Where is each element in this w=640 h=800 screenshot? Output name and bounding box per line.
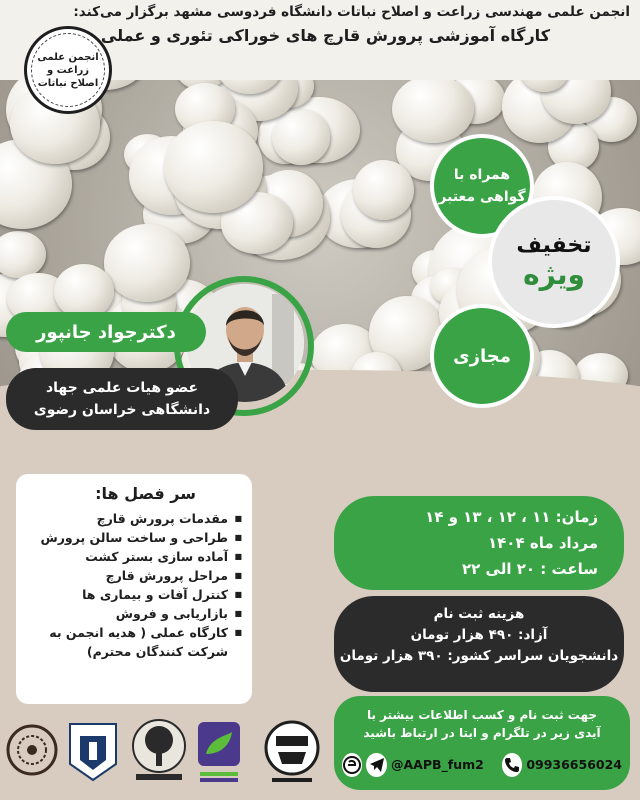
- syllabus-list: [28, 509, 242, 661]
- logo-line-3: اصلاح نباتات: [37, 77, 99, 89]
- organizer-line: انجمن علمی مهندسی زراعت و اصلاح نباتات دانشگاه فردوسی مشهد برگزار می‌کند:: [73, 4, 630, 20]
- jahad-logo: [262, 716, 322, 790]
- virtual-label: مجازی: [453, 345, 511, 367]
- mushroom-cap: [353, 160, 415, 221]
- fee-title: هزینه ثبت نام: [433, 606, 525, 622]
- certificate-line-2: گواهی معتبر: [438, 189, 526, 205]
- mushroom-cap: [54, 264, 114, 319]
- mushroom-cap: [392, 75, 474, 143]
- virtual-badge: [430, 304, 534, 408]
- speaker-role-line-1: عضو هیات علمی جهاد: [45, 380, 199, 396]
- syllabus-item: ■ آماده سازی بستر کشت: [28, 547, 242, 566]
- contact-box: [334, 696, 630, 790]
- eitaa-icon[interactable]: [342, 753, 362, 777]
- mushroom-cap: [104, 224, 190, 302]
- phone-icon[interactable]: [502, 753, 522, 777]
- syllabus-item: ■ کارگاه عملی ( هدیه انجمن به شرکت کنندگان محترم): [28, 623, 242, 661]
- certificate-line-1: همراه با: [453, 167, 511, 183]
- association-logo: [24, 26, 112, 114]
- workshop-title: کارگاه آموزشی پرورش قارچ های خوراکی تئوری و عملی: [100, 26, 550, 45]
- discount-badge: [488, 196, 620, 328]
- syllabus-box: [16, 474, 252, 704]
- schedule-box: [334, 496, 624, 590]
- logo-line-2: زراعت و: [46, 64, 90, 76]
- speaker-role: [6, 368, 238, 430]
- schedule-month: مرداد ماه ۱۴۰۴: [488, 534, 598, 552]
- mushroom-cap: [0, 231, 46, 278]
- speaker-role-line-2: دانشگاهی خراسان رضوی: [33, 402, 211, 418]
- fee-box: [334, 596, 624, 692]
- tree-logo: [130, 716, 188, 786]
- discount-line-2: ویژه: [523, 258, 585, 291]
- syllabus-item: ■ طراحی و ساخت سالن پرورش: [28, 528, 242, 547]
- contact-handle[interactable]: @AAPB_fum2: [390, 757, 484, 772]
- discount-line-1: تخفیف: [516, 233, 592, 258]
- book-leaf-logo: [196, 720, 242, 786]
- syllabus-item: ■ مقدمات پرورش قارچ: [28, 509, 242, 528]
- fee-students: دانشجویان سراسر کشور: ۳۹۰ هزار تومان: [339, 648, 619, 664]
- mushroom-cap: [164, 121, 264, 213]
- schedule-hours: ساعت : ۲۰ الی ۲۲: [462, 560, 598, 578]
- seal-logo: [6, 716, 58, 786]
- fee-public: آزاد: ۴۹۰ هزار تومان: [410, 627, 548, 643]
- schedule-dates: زمان: ۱۱ ، ۱۲ ، ۱۳ و ۱۴: [425, 508, 598, 526]
- telegram-icon[interactable]: [366, 753, 386, 777]
- sponsor-logos: [0, 712, 330, 800]
- university-logo: [62, 714, 124, 786]
- syllabus-title: سر فصل ها:: [95, 484, 196, 503]
- syllabus-item: ■ بازاریابی و فروش: [28, 604, 242, 623]
- contact-line-1: جهت ثبت نام و کسب اطلاعات بیشتر با: [366, 708, 598, 722]
- contact-phone[interactable]: 09936656024: [526, 757, 622, 772]
- contact-line-2: آیدی زیر در تلگرام و ایتا در ارتباط باشید: [363, 726, 601, 740]
- syllabus-item: ■ کنترل آفات و بیماری ها: [28, 585, 242, 604]
- syllabus-item: ■ مراحل پرورش قارچ: [28, 566, 242, 585]
- contact-row: [342, 750, 622, 780]
- logo-line-1: انجمن علمی: [37, 51, 99, 63]
- speaker-name: دکترجواد جانپور: [6, 312, 206, 352]
